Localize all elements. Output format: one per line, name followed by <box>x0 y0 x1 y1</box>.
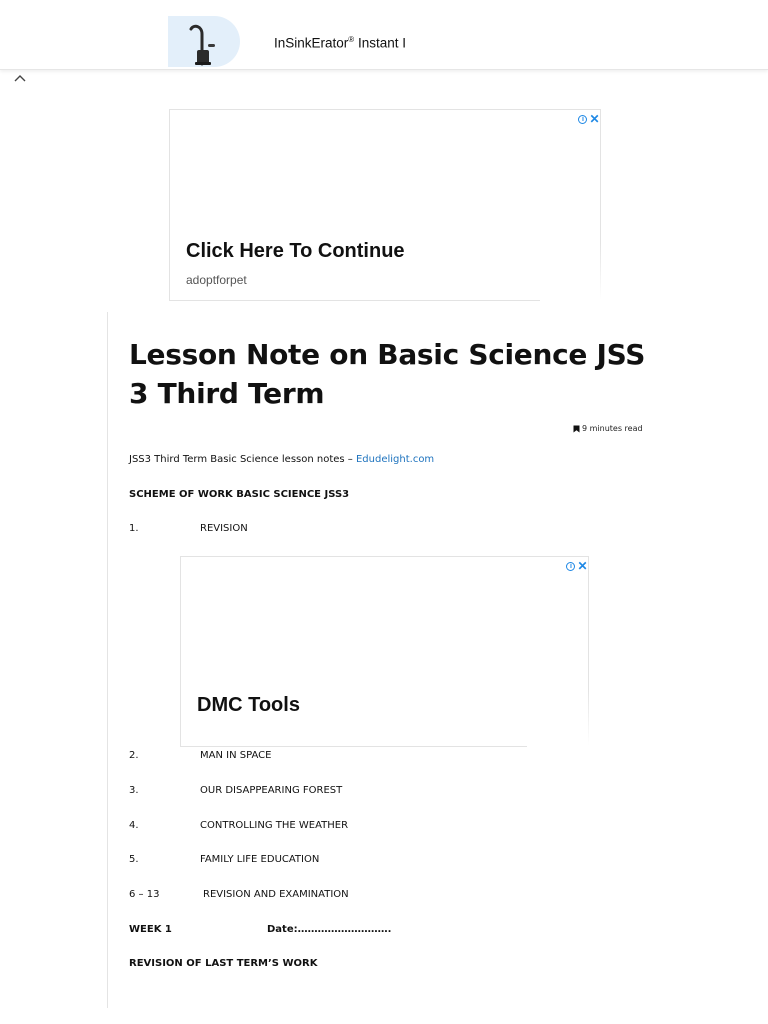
ad-border <box>600 110 601 300</box>
close-icon[interactable]: ✕ <box>589 112 600 126</box>
ad-dmc-tools[interactable] <box>180 556 589 747</box>
edudelight-link[interactable]: Edudelight.com <box>355 454 435 465</box>
date-label: Date:………………………. <box>267 924 392 935</box>
ad-choices-controls[interactable] <box>565 557 589 575</box>
ad-choices-controls[interactable] <box>577 110 601 128</box>
scheme-heading: SCHEME OF WORK BASIC SCIENCE JSS3 <box>129 489 350 500</box>
scheme-topic: REVISION <box>200 523 248 534</box>
ad-headline[interactable]: Click Here To Continue <box>186 240 405 262</box>
week-label: WEEK 1 <box>129 924 172 935</box>
read-time <box>573 424 643 433</box>
intro-paragraph <box>129 454 434 466</box>
close-icon[interactable]: ✕ <box>577 559 588 573</box>
top-banner-ad[interactable] <box>0 0 768 70</box>
scheme-topic: REVISION AND EXAMINATION <box>203 889 349 900</box>
scheme-topic: FAMILY LIFE EDUCATION <box>200 854 320 865</box>
scheme-num: 3. <box>129 785 139 796</box>
faucet-image[interactable] <box>168 16 240 67</box>
read-time-label: 9 minutes read <box>582 424 643 433</box>
bookmark-icon <box>573 425 580 433</box>
scheme-topic: OUR DISAPPEARING FOREST <box>200 785 343 796</box>
page-title: Lesson Note on Basic Science JSS 3 Third Term <box>129 338 646 410</box>
ad-headline[interactable]: DMC Tools <box>197 694 300 716</box>
intro-text: JSS3 Third Term Basic Science lesson notes – <box>129 454 356 465</box>
scheme-num: 2. <box>129 750 139 761</box>
content-left-rule <box>107 312 108 1008</box>
scheme-num: 6 – 13 <box>129 889 160 900</box>
top-ad-text[interactable]: InSinkErator® Instant I <box>274 35 406 51</box>
scheme-num: 4. <box>129 820 139 831</box>
scheme-num: 1. <box>129 523 139 534</box>
chevron-up-icon[interactable] <box>11 70 29 86</box>
info-icon[interactable]: i <box>578 115 587 124</box>
scheme-num: 5. <box>129 854 139 865</box>
ad-source: adoptforpet <box>186 273 247 287</box>
ad-border-gap <box>527 745 590 747</box>
ad-border <box>588 557 589 746</box>
scheme-topic: MAN IN SPACE <box>200 750 272 761</box>
ad-click-here-to-continue[interactable] <box>169 109 601 301</box>
info-icon[interactable]: i <box>566 562 575 571</box>
ad-border-gap <box>540 299 602 301</box>
scheme-topic: CONTROLLING THE WEATHER <box>200 820 349 831</box>
section-heading: REVISION OF LAST TERM’S WORK <box>129 958 318 969</box>
